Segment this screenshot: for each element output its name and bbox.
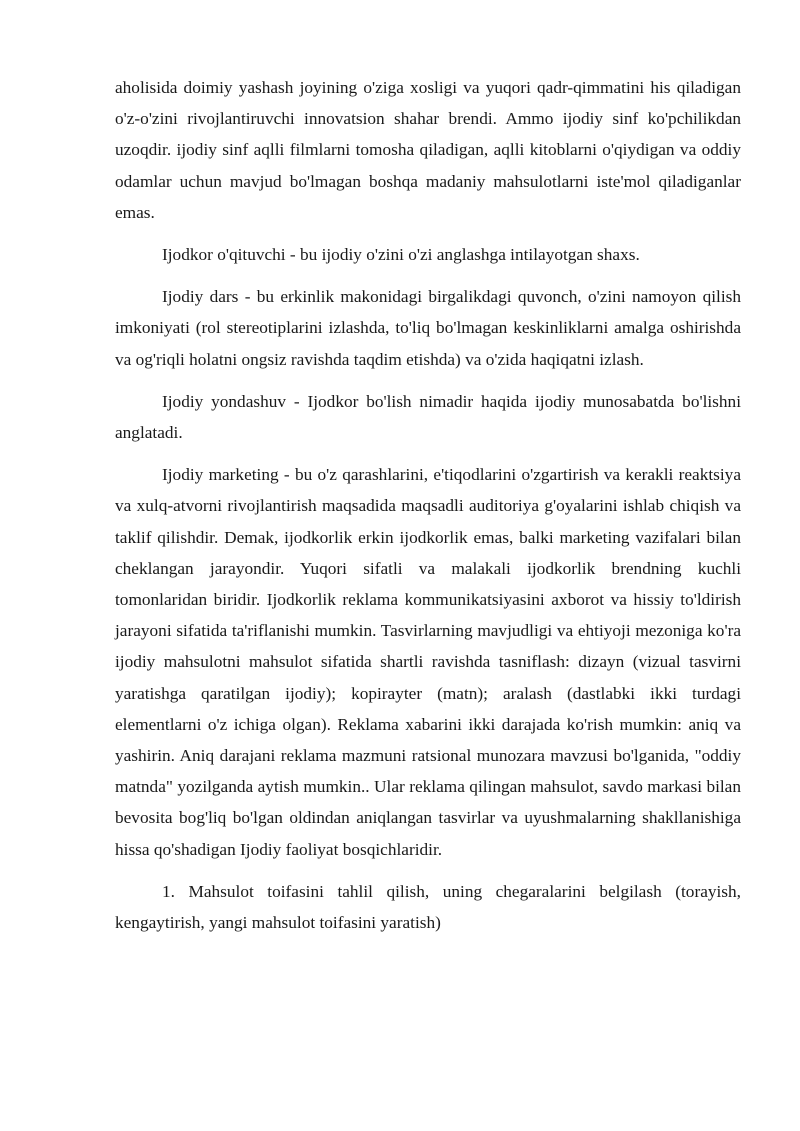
paragraph-ijodiy-dars: Ijodiy dars - bu erkinlik makonidagi birgalikdagi quvonch, o'zini namoyon qilish imkoniyati (rol stereotiplarini izlashda, to'liq bo'lmagan keskinliklarni amalga oshirishda va og'riqli holatni ongsiz ravishda taqdim etishda) va o'zida haqiqatni izlash. — [115, 287, 741, 369]
paragraph-ijodkor-oqituvchi: Ijodkor o'qituvchi - bu ijodiy o'zini o'zi anglashga intilayotgan shaxs. — [162, 245, 640, 265]
document-body — [115, 72, 741, 949]
paragraph-continuation: aholisida doimiy yashash joyining o'ziga xosligi va yuqori qadr-qimmatini his qiladigan o'z-o'zini rivojlantiruvchi innovatsion shahar brendi. Ammo ijodiy sinf ko'pchilikdan uzoqdir. ijodiy sinf aqlli filmlarni tomosha qiladigan, aqlli kitoblarni o'qiydigan va oddiy odamlar uchun mavjud bo'lmagan boshqa madaniy mahsulotlarni iste'mol qiladiganlar emas. — [115, 78, 741, 222]
paragraph-ijodiy-yondashuv: Ijodiy yondashuv - Ijodkor bo'lish nimadir haqida ijodiy munosabatda bo'lishni anglatadi. — [115, 391, 741, 443]
paragraph-ijodiy-marketing: Ijodiy marketing - bu o'z qarashlarini, e'tiqodlarini o'zgartirish va kerakli reaktsiya va xulq-atvorni rivojlantirish maqsadida maqsadli auditoriya g'oyalarini ishlab chiqish va taklif qilishdir. Demak, ijodkorlik erkin ijodkorlik emas, balki marketing vazifalari bilan cheklangan jarayondir. Yuqori sifatli va malakali ijodkorlik brendning kuchli tomonlaridan biridir. Ijodkorlik reklama kommunikatsiyasini axborot va hissiy to'ldirish jarayoni sifatida ta'riflanishi mumkin. Tasvirlarning mavjudligi va ehtiyoji mezoniga ko'ra ijodiy mahsulotni mahsulot sifatida shartli ravishda tasniflash: dizayn (vizual tasvirni yaratishga qaratilgan ijodiy); kopirayter (matn); aralash (dastlabki ikki turdagi elementlarni o'z ichiga olgan). Reklama xabarini ikki darajada ko'rish mumkin: aniq va yashirin. Aniq darajani reklama mazmuni ratsional munozara mavzusi bo'lganida, "oddiy matnda" yozilganda aytish mumkin.. Ular reklama qilingan mahsulot, savdo markasi bilan bevosita bog'liq bo'lgan oldindan aniqlangan tasvirlar va uyushmalarning shakllanishiga hissa qo'shadigan Ijodiy faoliyat bosqichlaridir. — [115, 465, 741, 859]
list-item-1: 1. Mahsulot toifasini tahlil qilish, uning chegaralarini belgilash (torayish, kengaytirish, yangi mahsulot toifasini yaratish) — [115, 881, 741, 933]
